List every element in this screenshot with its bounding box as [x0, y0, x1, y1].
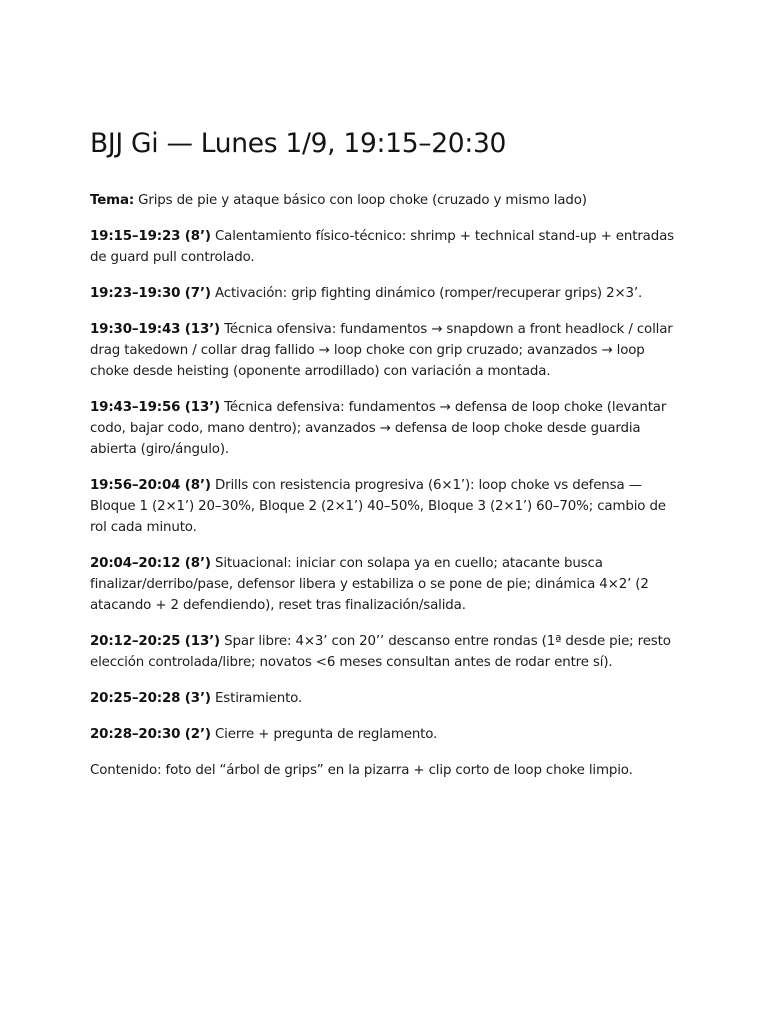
tema-label: Tema: — [90, 193, 135, 208]
block-text: Activación: grip fighting dinámico (romper/recuperar grips) 2×3’. — [214, 286, 643, 301]
block-time: 20:04–20:12 (8’) — [90, 556, 211, 571]
schedule-block-4 — [90, 397, 678, 460]
block-text: Situacional: iniciar con solapa ya en cuello; atacante busca finalizar/derribo/pase, defensor libera y estabiliza o se pone de pie; dinámica 4×2’ (2 atacando + 2 defendiendo), reset tras finalización/salida. — [90, 556, 649, 613]
block-time: 20:25–20:28 (3’) — [90, 691, 211, 706]
block-time: 19:23–19:30 (7’) — [90, 286, 211, 301]
schedule-block-9 — [90, 724, 678, 745]
document-title: BJJ Gi — Lunes 1/9, 19:15–20:30 — [90, 128, 507, 159]
block-text: Drills con resistencia progresiva (6×1’): loop choke vs defensa — Bloque 1 (2×1’) 20–30%, Bloque 2 (2×1’) 40–50%, Bloque 3 (2×1’) 60–70%; cambio de rol cada minuto. — [90, 478, 666, 535]
footer-note: Contenido: foto del “árbol de grips” en la pizarra + clip corto de loop choke limpio. — [90, 763, 633, 778]
schedule-block-3 — [90, 319, 678, 382]
schedule-block-7 — [90, 631, 678, 673]
block-text: Cierre + pregunta de reglamento. — [214, 727, 438, 742]
block-text: Técnica defensiva: fundamentos → defensa de loop choke (levantar codo, bajar codo, mano dentro); avanzados → defensa de loop choke desde guardia abierta (giro/ángulo). — [90, 400, 667, 457]
schedule-block-1 — [90, 226, 678, 268]
block-time: 20:28–20:30 (2’) — [90, 727, 211, 742]
block-time: 20:12–20:25 (13’) — [90, 634, 221, 649]
schedule-block-5 — [90, 475, 678, 538]
schedule-block-6 — [90, 553, 678, 616]
block-time: 19:15–19:23 (8’) — [90, 229, 211, 244]
block-time: 19:30–19:43 (13’) — [90, 322, 221, 337]
block-text: Calentamiento físico-técnico: shrimp + technical stand-up + entradas de guard pull controlado. — [90, 229, 674, 265]
block-time: 19:43–19:56 (13’) — [90, 400, 221, 415]
tema-text: Grips de pie y ataque básico con loop choke (cruzado y mismo lado) — [138, 193, 587, 208]
tema-paragraph — [90, 190, 678, 211]
schedule-block-2 — [90, 283, 678, 304]
schedule-block-8 — [90, 688, 678, 709]
block-text: Estiramiento. — [214, 691, 303, 706]
block-text: Spar libre: 4×3’ con 20’’ descanso entre rondas (1ª desde pie; resto elección controlada/libre; novatos <6 meses consultan antes de rodar entre sí). — [90, 634, 671, 670]
block-time: 19:56–20:04 (8’) — [90, 478, 211, 493]
block-text: Técnica ofensiva: fundamentos → snapdown a front headlock / collar drag takedown / collar drag fallido → loop choke con grip cruzado; avanzados → loop choke desde heisting (oponente arrodillado) con variación a montada. — [90, 322, 673, 379]
